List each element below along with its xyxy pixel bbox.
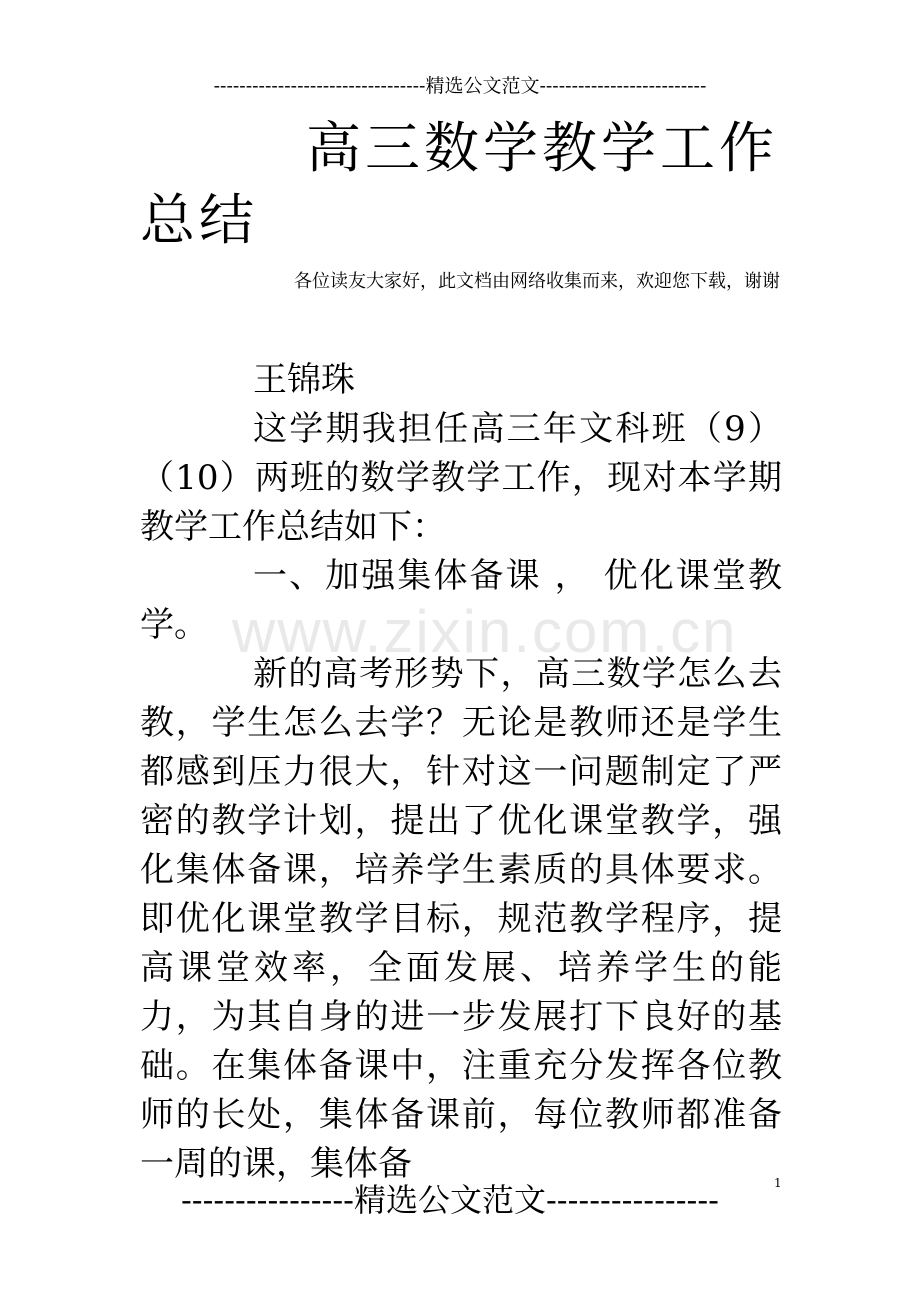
document-title: 高三数学教学工作总结	[140, 116, 779, 252]
document-subtitle: 各位读友大家好，此文档由网络收集而来，欢迎您下载，谢谢	[294, 271, 780, 292]
document-body	[140, 356, 782, 1189]
section-heading: 一、加强集体备课 ， 优化课堂教学。	[140, 556, 782, 645]
body-paragraph: 这学期我担任高三年文科班（9）（10）两班的数学教学工作，现对本学期教学工作总结如下：	[140, 409, 782, 547]
page-number: 1	[774, 1176, 782, 1190]
watermark: www.zixin.com.cn	[232, 598, 738, 665]
page-header: ---------------------------------精选公文范文--------------------------	[213, 75, 707, 97]
body-paragraph: 新的高考形势下，高三数学怎么去教，学生怎么去学？无论是教师还是学生都感到压力很大，针对这一问题制定了严密的教学计划，提出了优化课堂教学，强化集体备课，培养学生素质的具体要求。即优化课堂教学目标，规范教学程序，提高课堂效率，全面发展、培养学生的能力，为其自身的进一步发展打下良好的基础。在集体备课中，注重充分发挥各位教师的长处，集体备课前，每位教师都准备一周的课，集体备	[140, 654, 782, 1184]
author-line: 王锦珠	[253, 360, 355, 400]
page-footer: ----------------精选公文范文----------------	[180, 1181, 719, 1219]
